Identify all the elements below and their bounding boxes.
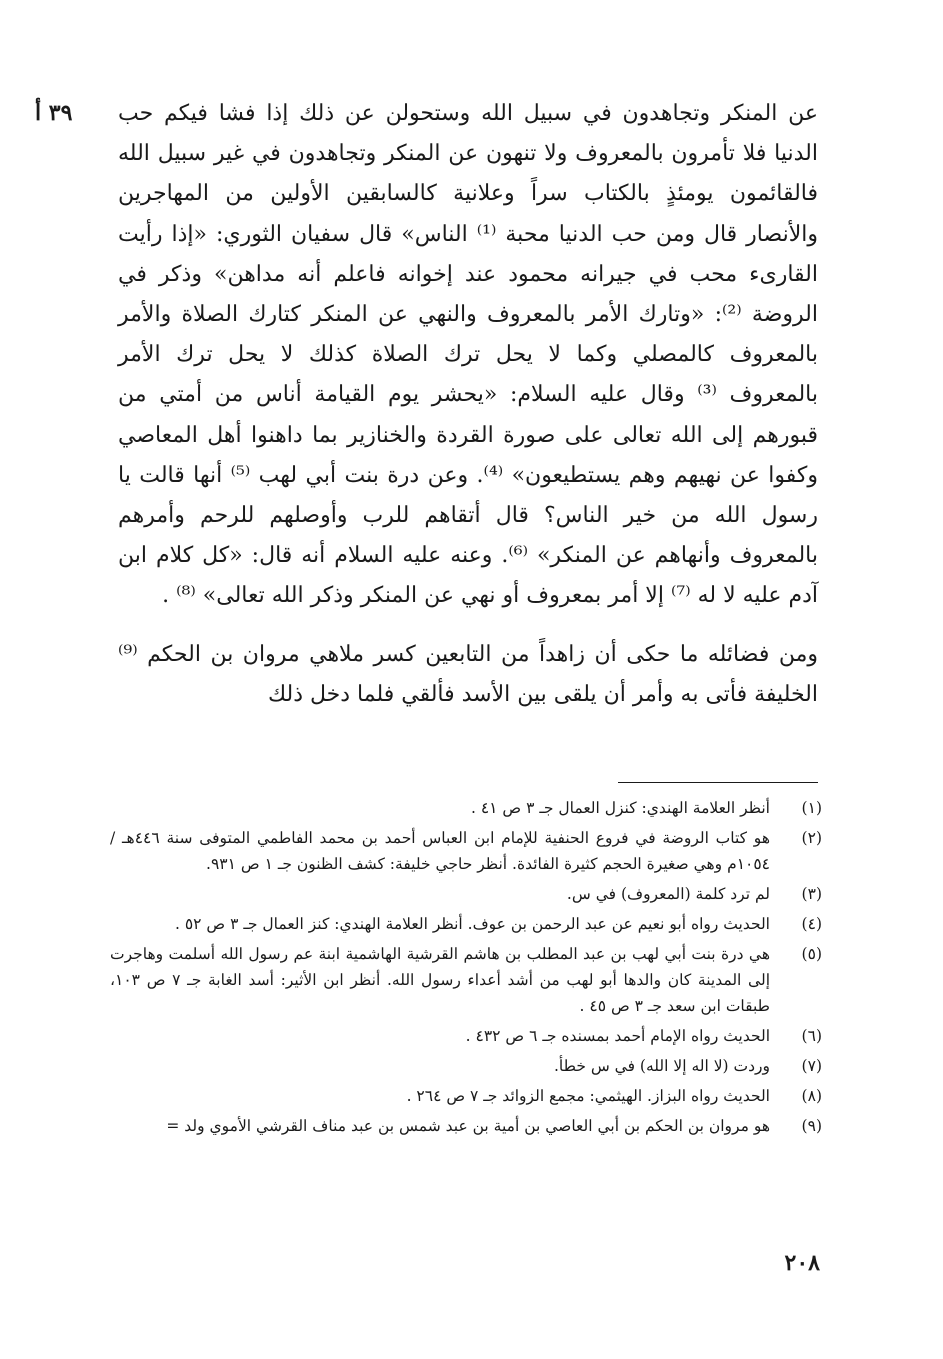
footnote-number: (٨) bbox=[801, 1087, 822, 1105]
footnote-text: أنظر العلامة الهندي: كنزل العمال جـ ٣ ص ٤١ . bbox=[470, 799, 770, 817]
footnote-divider bbox=[618, 782, 818, 783]
footnote bbox=[110, 825, 822, 877]
footnote bbox=[110, 1113, 822, 1139]
footnote bbox=[110, 941, 822, 1019]
footnote-number: (٩) bbox=[801, 1117, 822, 1135]
footnote-text: لم ترد كلمة (المعروف) في س. bbox=[566, 885, 770, 903]
footnote-text: هو كتاب الروضة في فروع الحنفية للإمام ابن العباس أحمد بن محمد الفاطمي المتوفى سنة ٤٤٦هـ / ١٠٥٤م وهي صغيرة الحجم كثيرة الفائدة. أنظر حاجي خليفة: كشف الظنون جـ ١ ص ٩٣١. bbox=[110, 829, 770, 873]
footnote-text: الحديث رواه البزاز. الهيثمي: مجمع الزوائد جـ ٧ ص ٢٦٤ . bbox=[406, 1087, 770, 1105]
footnote-text: هي درة بنت أبي لهب بن عبد المطلب بن هاشم القرشية الهاشمية ابنة عم رسول الله أسلمت وهاجرت إلى المدينة كان والدها أبو لهب من أشد أعداء رسول الله. أنظر ابن الأثير: أسد الغابة جـ ٧ ص ١٠٣، طبقات ابن سعد جـ ٣ ص ٤٥ . bbox=[110, 945, 771, 1015]
footnote-number: (٧) bbox=[801, 1057, 822, 1075]
footnote-number: (٣) bbox=[801, 885, 822, 903]
footnote-text: هو مروان بن الحكم بن أبي العاصي بن أمية بن عبد شمس بن عبد مناف القرشي الأموي ولد = bbox=[166, 1117, 770, 1135]
paragraph: ومن فضائله ما حكى أن زاهداً من التابعين كسر ملاهي مروان بن الحكم ⁽⁹⁾ الخليفة فأتى به وأمر أن يلقى بين الأسد فألقي فلما دخل ذلك bbox=[118, 641, 818, 707]
footnote bbox=[110, 1083, 822, 1109]
main-text bbox=[118, 94, 818, 715]
footnote bbox=[110, 881, 822, 907]
footnote-number: (٥) bbox=[801, 945, 822, 963]
footnote-number: (١) bbox=[801, 799, 822, 817]
footnotes bbox=[110, 795, 822, 1143]
footnote-number: (٤) bbox=[801, 915, 822, 933]
page-number: ٢٠٨ bbox=[784, 1250, 820, 1276]
folio-marker: ٣٩ أ bbox=[35, 100, 73, 126]
footnote-text: وردت (لا اله إلا الله) في س خطأ. bbox=[553, 1057, 770, 1075]
footnote-number: (٦) bbox=[801, 1027, 822, 1045]
paragraph: عن المنكر وتجاهدون في سبيل الله وستحولن عن ذلك إذا فشا فيكم حب الدنيا فلا تأمرون بالمعروف ولا تنهون عن المنكر وتجاهدون في غير سبيل الله فالقائمون يومئذٍ بالكتاب سراً وعلانية كالسابقين الأولين من المهاجرين والأنصار قال ومن حب الدنيا محبة ⁽¹⁾ الناس» قال سفيان الثوري: «إذا رأيت القارىء محب في جيرانه محمود عند إخوانه فاعلم أنه مداهن» وذكر في الروضة ⁽²⁾: «وتارك الأمر بالمعروف والنهي عن المنكر كتارك الصلاة والأمر بالمعروف كالمصلي وكما لا يحل ترك الصلاة كذلك لا يحل ترك الأمر بالمعروف ⁽³⁾ وقال عليه السلام: «يحشر يوم القيامة أناس من أمتي من قبورهم إلى الله تعالى على صورة القردة والخنازير بما داهنوا أهل المعاصي وكفوا عن نهيهم وهم يستطيعون» ⁽⁴⁾. وعن درة بنت أبي لهب ⁽⁵⁾ أنها قالت يا رسول الله من خير الناس؟ قال أتقاهم للرب وأوصلهم للرحم وأمرهم بالمعروف وأنهاهم عن المنكر» ⁽⁶⁾. وعنه عليه السلام أنه قال: «كل كلام ابن آدم عليه لا له ⁽⁷⁾ إلا أمر بمعروف أو نهي عن المنكر وذكر الله تعالى» ⁽⁸⁾ . bbox=[118, 101, 818, 609]
footnote bbox=[110, 795, 822, 821]
footnote bbox=[110, 1023, 822, 1049]
footnote bbox=[110, 1053, 822, 1079]
footnote-text: الحديث رواه الإمام أحمد بمسنده جـ ٦ ص ٤٣٢ . bbox=[465, 1027, 770, 1045]
footnote-number: (٢) bbox=[801, 829, 822, 847]
footnote bbox=[110, 911, 822, 937]
footnote-text: الحديث رواه أبو نعيم عن عبد الرحمن بن عوف. أنظر العلامة الهندي: كنز العمال جـ ٣ ص ٥٢ . bbox=[174, 915, 770, 933]
